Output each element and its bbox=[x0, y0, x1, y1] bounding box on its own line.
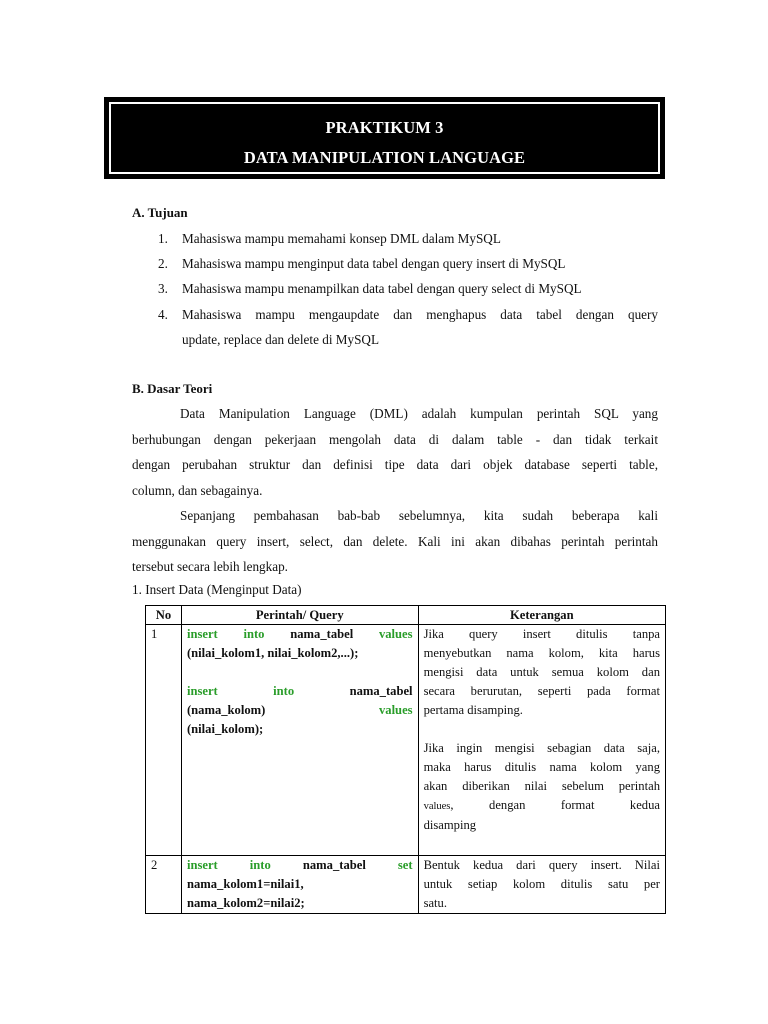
query-line: insert into nama_tabel values bbox=[186, 627, 413, 641]
paragraph-dml-definition: Data Manipulation Language (DML) adalah kumpulan perintah SQL yang berhubungan dengan pekerjaan mengolah data di dalam table - dan tidak terkait dengan perubahan struktur dan definisi tipe data dari objek database seperti table, column, dan sebagainya. bbox=[132, 406, 658, 498]
row-number: 1 bbox=[146, 625, 182, 856]
query-line: (nilai_kolom); bbox=[186, 722, 264, 736]
insert-query-table bbox=[145, 605, 666, 914]
title-banner-frame bbox=[109, 102, 660, 174]
list-item: 4. Mahasiswa mampu mengaupdate dan menghapus data tabel dengan query update, replace dan delete di MySQL bbox=[158, 307, 658, 347]
practicum-title: DATA MANIPULATION LANGUAGE bbox=[243, 148, 526, 167]
header-no: No bbox=[146, 606, 182, 625]
description-cell: Bentuk kedua dari query insert. Nilai untuk setiap kolom ditulis satu per satu. bbox=[418, 856, 665, 914]
query-line: insert into nama_tabel set bbox=[186, 858, 413, 872]
section-b-heading: B. Dasar Teori bbox=[132, 381, 213, 396]
query-cell bbox=[181, 856, 418, 914]
query-line: nama_kolom2=nilai2; bbox=[186, 896, 305, 910]
subheading-insert-data: 1. Insert Data (Menginput Data) bbox=[132, 582, 302, 597]
query-line: insert into nama_tabel bbox=[186, 684, 413, 698]
header-query: Perintah/ Query bbox=[181, 606, 418, 625]
table-row bbox=[146, 856, 666, 914]
description-cell: Jika query insert ditulis tanpa menyebutkan nama kolom, kita harus mengisi data untuk semua kolom dan secara berurutan, seperti pada format pertama disamping. Jika ingin mengisi sebagian data saja, maka harus ditulis nama kolom yang akan diberikan nilai sebelum perintah values, dengan format kedua disamping bbox=[418, 625, 665, 856]
table-row bbox=[146, 625, 666, 856]
query-line: nama_kolom1=nilai1, bbox=[186, 877, 304, 891]
paragraph-overview: Sepanjang pembahasan bab-bab sebelumnya, kita sudah beberapa kali menggunakan query insert, select, dan delete. Kali ini akan dibahas perintah perintah tersebut secara lebih lengkap. bbox=[132, 508, 658, 574]
section-a-heading: A. Tujuan bbox=[132, 205, 188, 220]
header-description: Keterangan bbox=[418, 606, 665, 625]
table-header-row bbox=[146, 606, 666, 625]
title-banner bbox=[104, 97, 665, 179]
query-line: (nilai_kolom1, nilai_kolom2,...); bbox=[186, 646, 359, 660]
query-cell bbox=[181, 625, 418, 856]
query-line: (nama_kolom) values bbox=[186, 703, 413, 717]
row-number: 2 bbox=[146, 856, 182, 914]
practicum-number: PRAKTIKUM 3 bbox=[325, 118, 444, 137]
